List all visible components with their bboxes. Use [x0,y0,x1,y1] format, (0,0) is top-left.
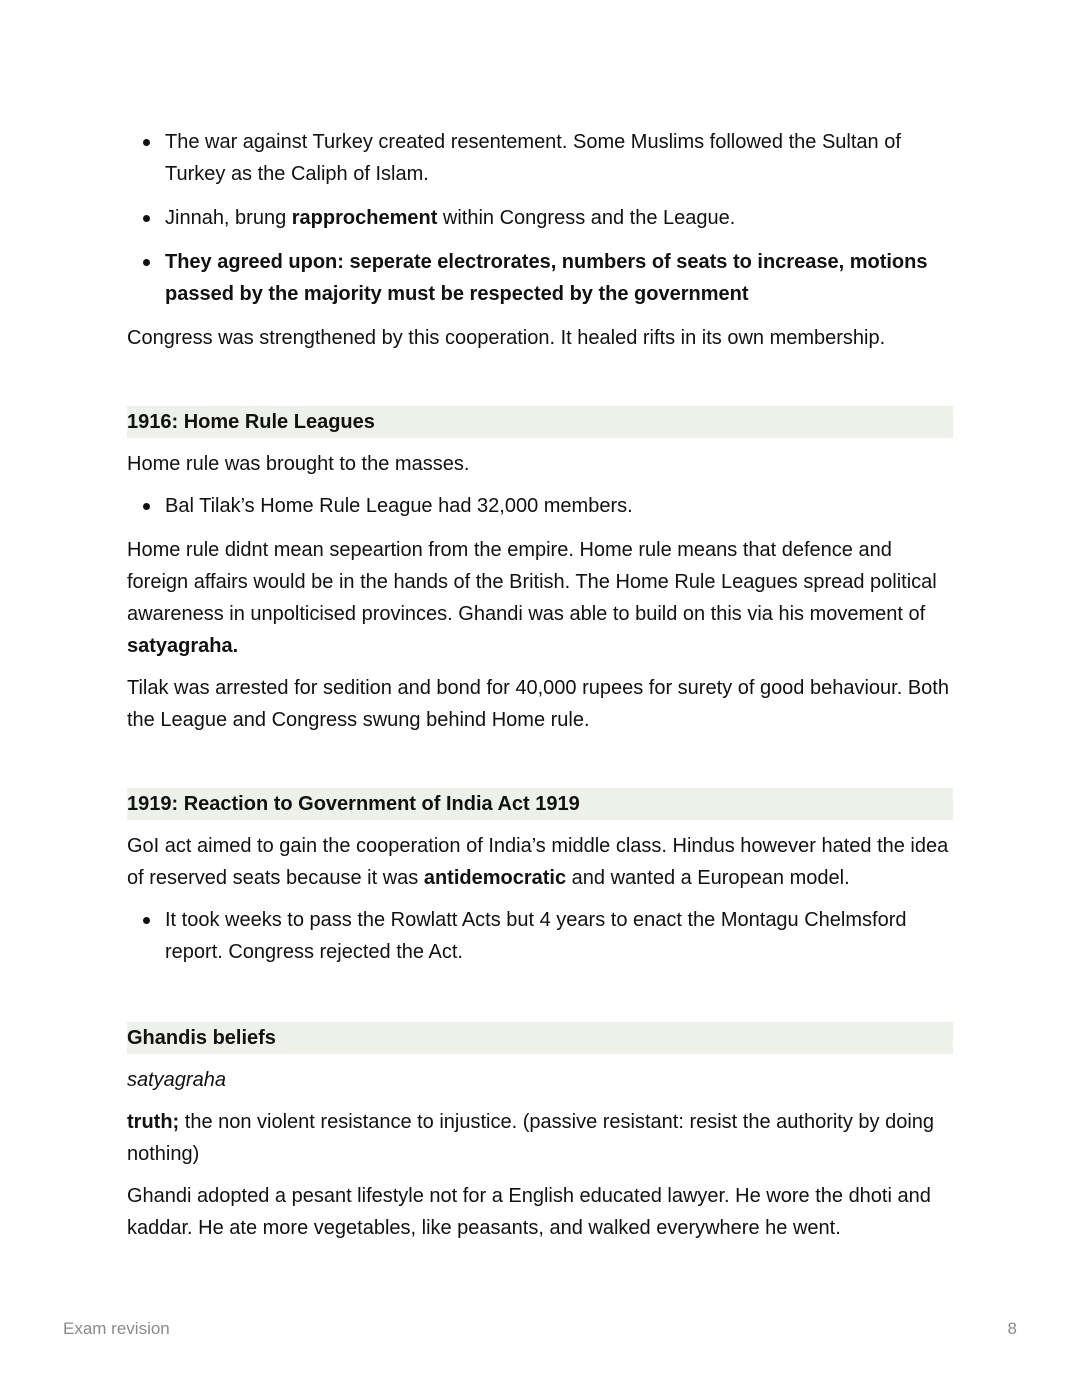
bullet-icon [143,503,150,510]
bold-term: rapprochement [291,207,438,229]
section-heading-ghandi-beliefs: Ghandis beliefs [127,1022,953,1054]
bullet-text: It took weeks to pass the Rowlatt Acts but 4 years to enact the Montagu Chelmsford report. Congress rejected the Act. [165,909,907,963]
bullet-icon [143,259,150,266]
bullet-text-bold: They agreed upon: seperate electrorates, numbers of seats to increase, motions passed by the majority must be respected by the government [165,251,928,305]
list-item [127,246,953,310]
paragraph-text: GoI act aimed to gain the cooperation of India’s middle class. Hindus however hated the idea of reserved seats because it was [127,835,949,889]
home-rule-bullet-list [127,490,953,522]
paragraph: Ghandi adopted a pesant lifestyle not for a English educated lawyer. He wore the dhoti and kaddar. He ate more vegetables, like peasants, and walked everywhere he went. [127,1185,931,1239]
goi-act-bullet-list [127,904,953,968]
paragraph: Congress was strengthened by this cooperation. It healed rifts in its own membership. [127,327,886,349]
list-item [127,126,953,190]
bullet-icon [143,139,150,146]
paragraph-text: Home rule didnt mean sepeartion from the empire. Home rule means that defence and foreign affairs would be in the hands of the British. The Home Rule Leagues spread political awareness in unpolticised provinces. Ghandi was able to build on this via his movement of [127,539,937,625]
bold-term: satyagraha. [127,635,239,657]
page-number: 8 [1007,1319,1017,1338]
bullet-text: Bal Tilak’s Home Rule League had 32,000 members. [165,495,633,517]
list-item [127,202,953,234]
page-content [127,126,953,1254]
list-item [127,490,953,522]
section-heading-goi-act: 1919: Reaction to Government of India Act 1919 [127,788,953,820]
paragraph-text: and wanted a European model. [566,867,850,889]
section-heading-home-rule: 1916: Home Rule Leagues [127,406,953,438]
bullet-icon [143,917,150,924]
paragraph [127,1106,953,1170]
bullet-text: Jinnah, brung [165,207,292,229]
intro-bullet-list [127,126,953,310]
bold-term: truth; [127,1111,180,1133]
paragraph-text: the non violent resistance to injustice. (passive resistant: resist the authority by doing nothing) [127,1111,935,1165]
list-item [127,904,953,968]
paragraph: Tilak was arrested for sedition and bond for 40,000 rupees for surety of good behaviour. Both the League and Congress swung behind Home rule. [127,677,949,731]
bullet-text: within Congress and the League. [437,207,736,229]
paragraph [127,534,953,662]
italic-text: satyagraha [127,1069,226,1091]
paragraph [127,830,953,894]
bullet-text: The war against Turkey created resentement. Some Muslims followed the Sultan of Turkey as the Caliph of Islam. [165,131,901,185]
italic-term [127,1064,953,1096]
bold-term: antidemocratic [423,867,567,889]
footer-title: Exam revision [63,1319,170,1338]
bullet-icon [143,215,150,222]
paragraph: Home rule was brought to the masses. [127,453,470,475]
